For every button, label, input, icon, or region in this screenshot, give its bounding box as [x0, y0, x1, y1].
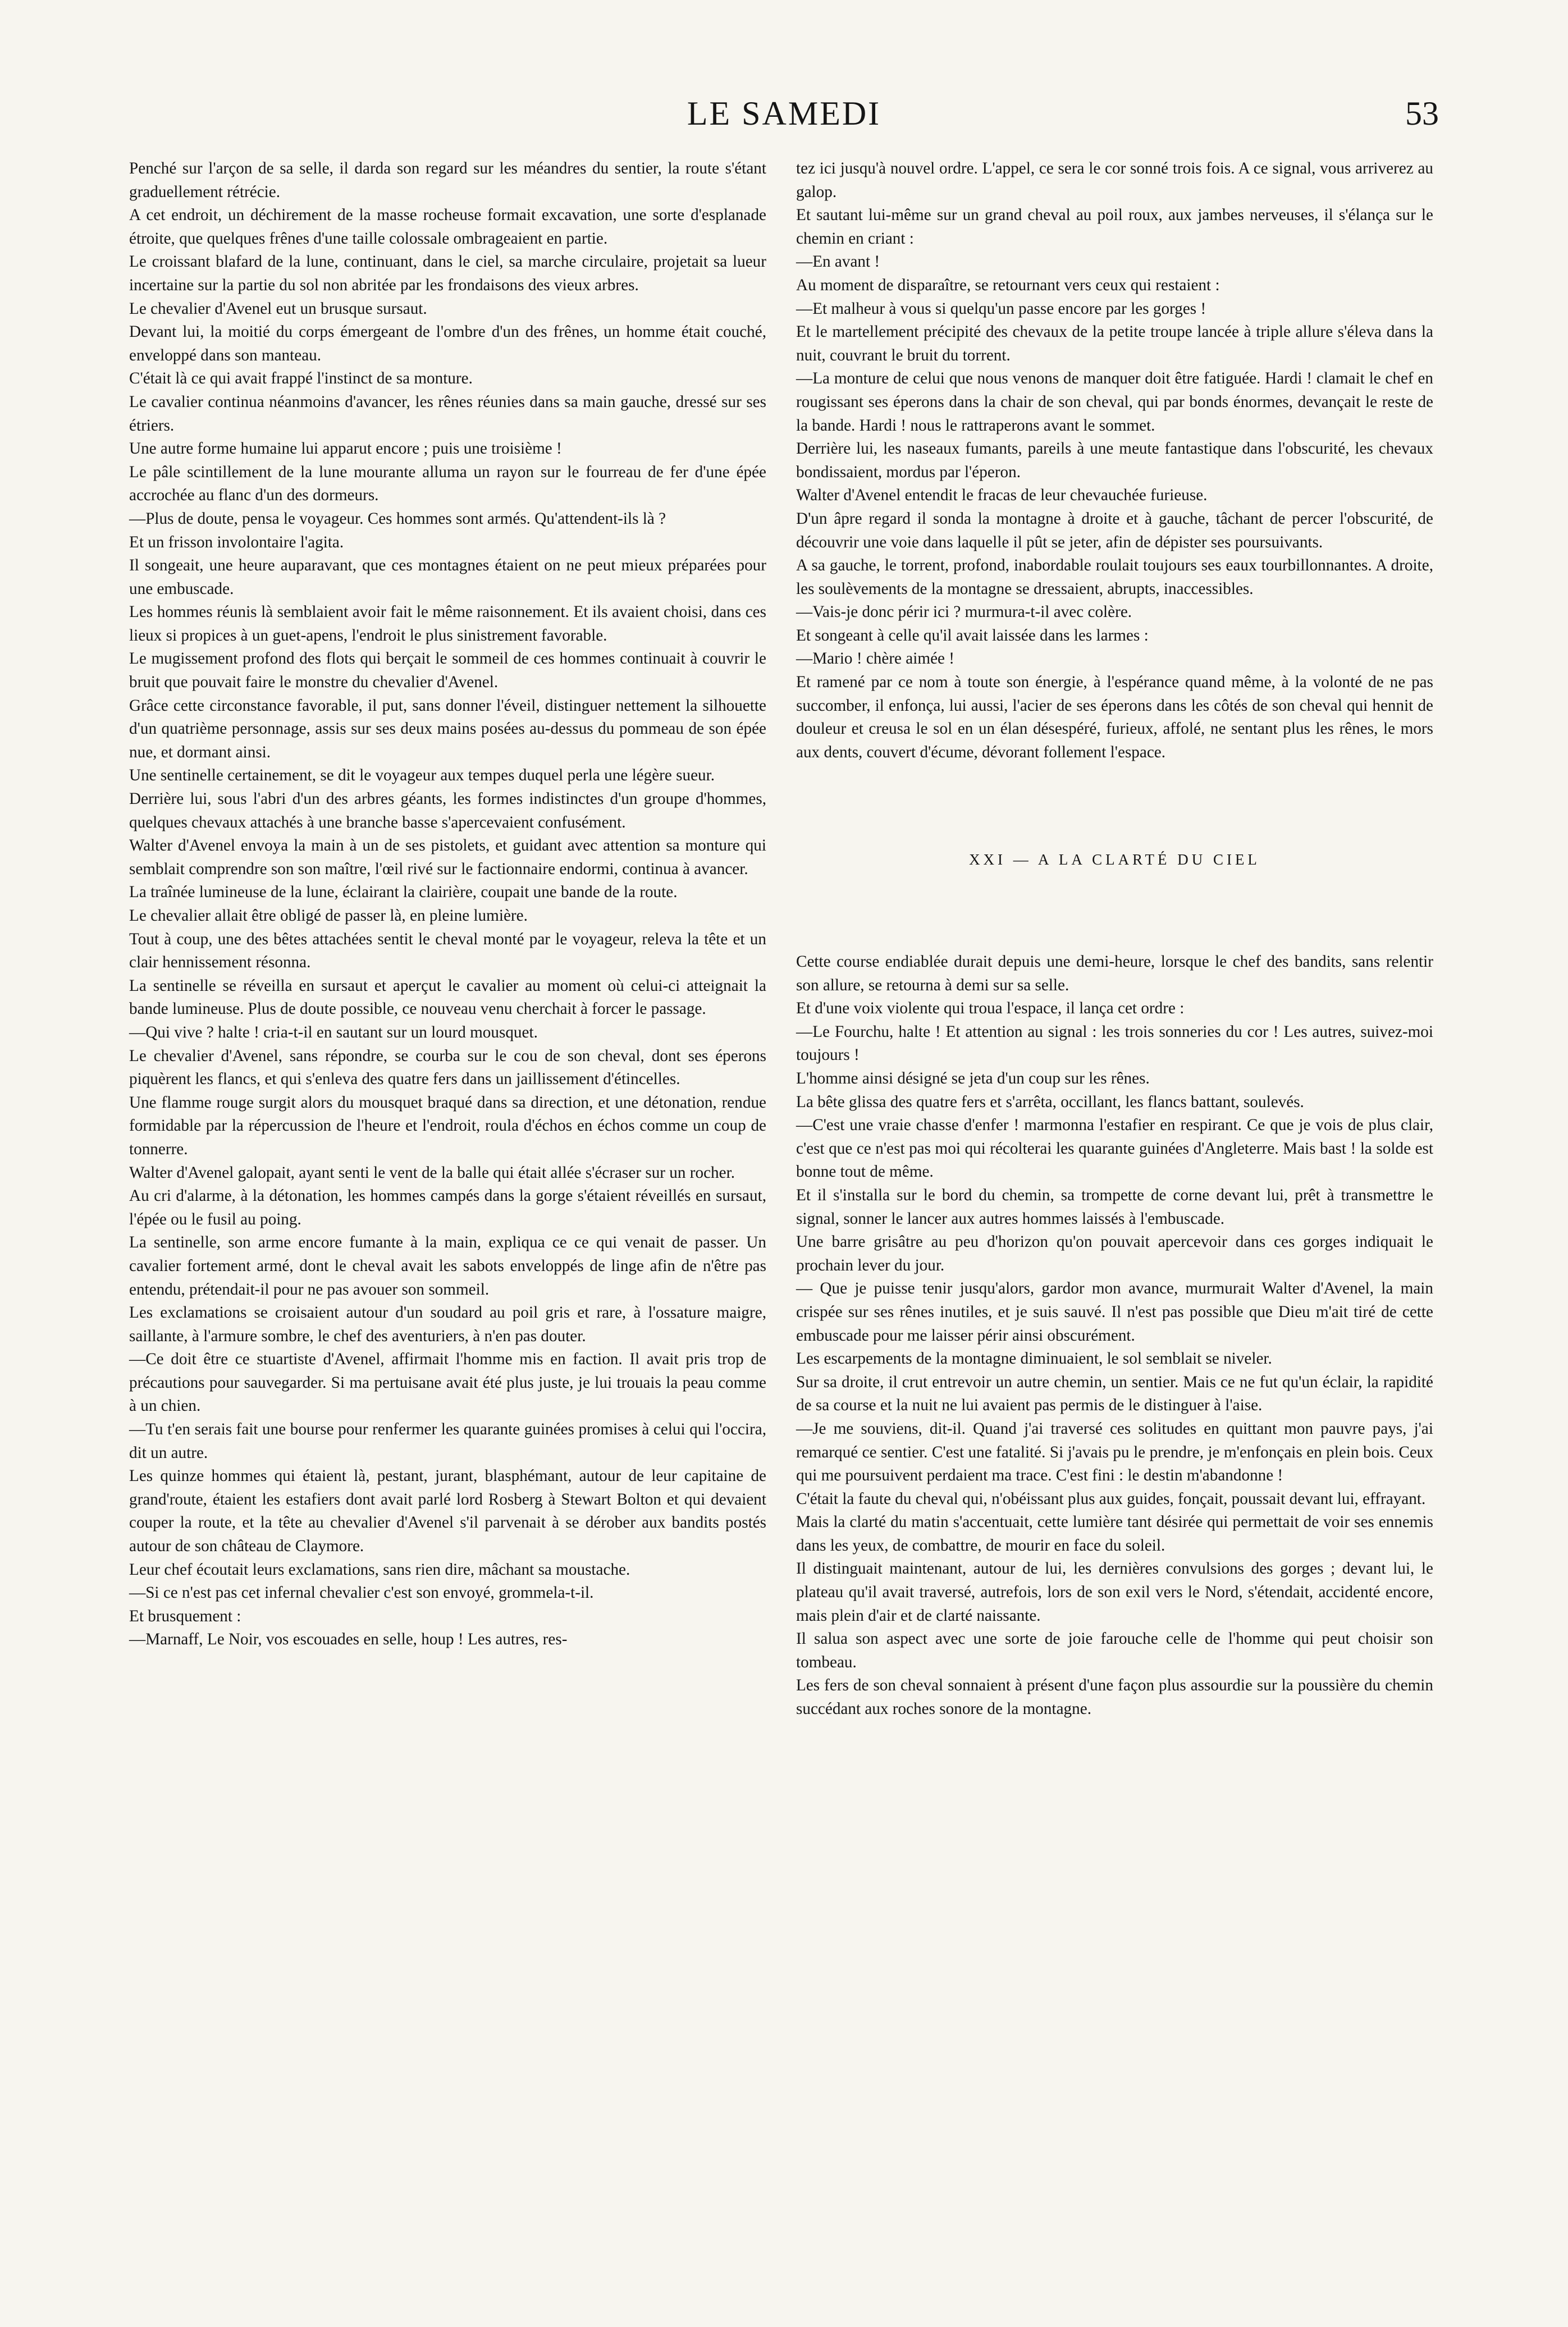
right-column-bottom-text: [796, 950, 1433, 1721]
paragraph: Une sentinelle certainement, se dit le voyageur aux tempes duquel perla une légère sueur.: [129, 766, 715, 785]
left-column: [129, 157, 766, 1652]
paragraph: —Qui vive ? halte ! cria-t-il en sautant sur un lourd mousquet.: [129, 1023, 538, 1041]
paragraph: Derrière lui, sous l'abri d'un des arbres géants, les formes indistinctes d'un groupe d'hommes, quelques chevaux attachés à une branche basse s'apercevaient confusément.: [129, 790, 766, 831]
paragraph: La sentinelle se réveilla en sursaut et aperçut le cavalier au moment où celui-ci atteignait la bande lumineuse. Plus de doute possible, ce nouveau venu cherchait à forcer le passage.: [129, 976, 766, 1018]
paragraph: Sur sa droite, il crut entrevoir un autre chemin, un sentier. Mais ce ne fut qu'un éclair, la rapidité de sa course et la nuit ne lui avaient pas permis de le distinguer à l'aise.: [796, 1373, 1433, 1415]
paragraph: Il salua son aspect avec une sorte de joie farouche celle de l'homme qui peut choisir son tombeau.: [796, 1630, 1433, 1671]
paragraph: Et sautant lui-même sur un grand cheval au poil roux, aux jambes nerveuses, il s'élança sur le chemin en criant :: [796, 206, 1433, 248]
paragraph: La bête glissa des quatre fers et s'arrêta, occillant, les flancs battant, soulevés.: [796, 1092, 1304, 1111]
paragraph: L'homme ainsi désigné se jeta d'un coup sur les rênes.: [796, 1069, 1150, 1087]
paragraph: A cet endroit, un déchirement de la masse rocheuse formait excavation, une sorte d'esplanade étroite, que quelques frênes d'une taille colossale ombrageaient en partie.: [129, 206, 766, 248]
paragraph: Walter d'Avenel entendit le fracas de leur chevauchée furieuse.: [796, 486, 1208, 505]
paragraph: —La monture de celui que nous venons de manquer doit être fatiguée. Hardi ! clamait le chef en rougissant ses éperons dans la chair de son cheval, qui par bonds énormes, devançait le reste de la bande. Hardi ! nous le rattraperons avant le sommet.: [796, 369, 1433, 435]
paragraph: Le mugissement profond des flots qui berçait le sommeil de ces hommes continuait à couvrir le bruit que pouvait faire le monstre du chevalier d'Avenel.: [129, 650, 766, 692]
paragraph: Au moment de disparaître, se retournant vers ceux qui restaient :: [796, 276, 1220, 294]
chapter-heading: XXI — A LA CLARTÉ DU CIEL: [969, 851, 1260, 868]
paragraph: —Ce doit être ce stuartiste d'Avenel, affirmait l'homme mis en faction. Il avait pris trop de précautions pour sauvegarder. Si ma pertuisane avait été plus juste, je lui trouais la peau comme à un chien.: [129, 1350, 766, 1415]
paragraph: —Si ce n'est pas cet infernal chevalier c'est son envoyé, grommela-t-il.: [129, 1584, 594, 1602]
paragraph: Il distinguait maintenant, autour de lui, les dernières convulsions des gorges ; devant lui, le plateau qu'il avait traversé, autrefois, lors de son exil vers le Nord, s'étendait, accidenté encore, mais plein d'air et de clarté naissante.: [796, 1560, 1433, 1625]
paragraph: D'un âpre regard il sonda la montagne à droite et à gauche, tâchant de percer l'obscurité, de découvrir une voie dans laquelle il pût se jeter, afin de dépister ses poursuivants.: [796, 509, 1433, 551]
paragraph: Les exclamations se croisaient autour d'un soudard au poil gris et rare, à l'ossature maigre, saillante, à l'armure sombre, le chef des aventuriers, à n'en pas douter.: [129, 1304, 766, 1345]
paragraph: Walter d'Avenel envoya la main à un de ses pistolets, et guidant avec attention sa monture qui semblait comprendre son son maître, l'œil rivé sur le factionnaire endormi, continua à avancer.: [129, 836, 766, 878]
paragraph: Et le martellement précipité des chevaux de la petite troupe lancée à triple allure s'éleva dans la nuit, couvrant le bruit du torrent.: [796, 323, 1433, 364]
paragraph: Les hommes réunis là semblaient avoir fait le même raisonnement. Et ils avaient choisi, dans ces lieux si propices à un guet-apens, l'endroit le plus sinistrement favorable.: [129, 603, 766, 644]
paragraph: Les escarpements de la montagne diminuaient, le sol semblait se niveler.: [796, 1350, 1272, 1368]
paragraph: Une barre grisâtre au peu d'horizon qu'on pouvait apercevoir dans ces gorges indiquait le prochain lever du jour.: [796, 1233, 1433, 1274]
paragraph: Le chevalier allait être obligé de passer là, en pleine lumière.: [129, 907, 528, 925]
paragraph: La sentinelle, son arme encore fumante à la main, expliqua ce ce qui venait de passer. Un cavalier fortement armé, dont le cheval avait les sabots enveloppés de linge afin de n'être pas entendu, prétendait-il pour ne pas avouer son sommeil.: [129, 1233, 766, 1299]
right-column: [796, 157, 1433, 1721]
right-column-top-text: [796, 157, 1433, 764]
paragraph: Et ramené par ce nom à toute son énergie, à l'espérance quand même, à la volonté de ne pas succomber, il enfonça, lui aussi, l'acier de ses éperons dans les côtés de son cheval qui hennit de douleur et creusa le sol en un élan désespéré, furieux, affolé, ne sentant plus les rênes, le mors aux dents, couvert d'écume, dévorant follement l'espace.: [796, 673, 1433, 761]
paragraph: tez ici jusqu'à nouvel ordre. L'appel, ce sera le cor sonné trois fois. A ce signal, vous arriverez au galop.: [796, 159, 1433, 201]
paragraph: Une flamme rouge surgit alors du mousquet braqué dans sa direction, et une détonation, rendue formidable par la répercussion de l'heure et l'endroit, roula d'échos en échos comme un coup de tonnerre.: [129, 1093, 766, 1158]
paragraph: Et il s'installa sur le bord du chemin, sa trompette de corne devant lui, prêt à transmettre le signal, sonner le lancer aux autres hommes laissés à l'embuscade.: [796, 1186, 1433, 1228]
paragraph: Derrière lui, les naseaux fumants, pareils à une meute fantastique dans l'obscurité, les chevaux bondissaient, mordus par l'éperon.: [796, 440, 1433, 481]
paragraph: — Que je puisse tenir jusqu'alors, gardor mon avance, murmurait Walter d'Avenel, la main crispée sur ses rênes inutiles, et je suis sauvé. Il n'est pas possible que Dieu m'ait tiré de cette embuscade pour me laisser périr ainsi obscurément.: [796, 1279, 1433, 1345]
paragraph: Le pâle scintillement de la lune mourante alluma un rayon sur le fourreau de fer d'une épée accrochée au flanc d'un des dormeurs.: [129, 463, 766, 505]
paragraph: —Et malheur à vous si quelqu'un passe encore par les gorges !: [796, 299, 1206, 318]
paragraph: —Plus de doute, pensa le voyageur. Ces hommes sont armés. Qu'attendent-ils là ?: [129, 509, 666, 528]
paragraph: Leur chef écoutait leurs exclamations, sans rien dire, mâchant sa moustache.: [129, 1560, 630, 1579]
paragraph: Walter d'Avenel galopait, ayant senti le vent de la balle qui était allée s'écraser sur un rocher.: [129, 1163, 735, 1182]
paragraph: Une autre forme humaine lui apparut encore ; puis une troisième !: [129, 440, 562, 458]
paragraph: —C'est une vraie chasse d'enfer ! marmonna l'estafier en respirant. Ce que je vois de plus clair, c'est que ce n'est pas moi qui récolterai les quarante guinées d'Angleterre. Mais bast ! la solde est bonne tout de même.: [796, 1116, 1433, 1181]
paragraph: Au cri d'alarme, à la détonation, les hommes campés dans la gorge s'étaient réveillés en sursaut, l'épée ou le fusil au poing.: [129, 1187, 766, 1228]
paragraph: Et brusquement :: [129, 1607, 241, 1625]
paragraph: Et d'une voix violente qui troua l'espace, il lança cet ordre :: [796, 999, 1185, 1018]
paragraph: Et un frisson involontaire l'agita.: [129, 533, 344, 551]
paragraph: Devant lui, la moitié du corps émergeant de l'ombre d'un des frênes, un homme était couché, enveloppé dans son manteau.: [129, 323, 766, 364]
paragraph: —Je me souviens, dit-il. Quand j'ai traversé ces solitudes en quittant mon pauvre pays, j'ai remarqué ce sentier. C'est une fatalité. Si j'avais pu le prendre, je m'enfonçais en plein bois. Ceux qui me poursuivent perdaient ma trace. C'est fini : le destin m'abandonne !: [796, 1419, 1433, 1485]
page-header: [129, 94, 1439, 139]
paragraph: Les fers de son cheval sonnaient à présent d'une façon plus assourdie sur la poussière du chemin succédant aux roches sonore de la montagne.: [796, 1676, 1433, 1718]
paragraph: C'était la faute du cheval qui, n'obéissant plus aux guides, fonçait, poussait devant lui, effrayant.: [796, 1489, 1426, 1508]
paragraph: Le cavalier continua néanmoins d'avancer, les rênes réunies dans sa main gauche, dressé sur ses étriers.: [129, 392, 766, 435]
page-number: 53: [1405, 95, 1439, 132]
paragraph: Penché sur l'arçon de sa selle, il darda son regard sur les méandres du sentier, la route s'étant graduellement rétrécie.: [129, 159, 766, 201]
paragraph: Le chevalier d'Avenel eut un brusque sursaut.: [129, 299, 427, 318]
paragraph: —Le Fourchu, halte ! Et attention au signal : les trois sonneries du cor ! Les autres, suivez-moi toujours !: [796, 1022, 1433, 1064]
paragraph: Il songeait, une heure auparavant, que ces montagnes étaient on ne peut mieux préparées pour une embuscade.: [129, 556, 766, 598]
paragraph: Cette course endiablée durait depuis une demi-heure, lorsque le chef des bandits, sans relentir son allure, se retourna à demi sur sa selle.: [796, 953, 1433, 994]
paragraph: A sa gauche, le torrent, profond, inabordable roulait toujours ses eaux tourbillonnantes. A droite, les soulèvements de la montagne se dressaient, abrupts, inaccessibles.: [796, 556, 1433, 598]
paragraph: Le croissant blafard de la lune, continuant, dans le ciel, sa marche circulaire, projetait sa lueur incertaine sur la partie du sol non abritée par les frondaisons des vieux arbres.: [129, 253, 766, 294]
paragraph: Tout à coup, une des bêtes attachées sentit le cheval monté par le voyageur, releva la tête et un clair hennissement résonna.: [129, 930, 766, 972]
paragraph: —Marnaff, Le Noir, vos escouades en selle, houp ! Les autres, res-: [129, 1630, 568, 1649]
paragraph: —Tu t'en serais fait une bourse pour renfermer les quarante guinées promises à celui qui l'occira, dit un autre.: [129, 1420, 766, 1462]
paragraph: —Vais-je donc périr ici ? murmura-t-il avec colère.: [796, 603, 1132, 621]
paragraph: La traînée lumineuse de la lune, éclairant la clairière, coupait une bande de la route.: [129, 883, 678, 902]
paragraph: Le chevalier d'Avenel, sans répondre, se courba sur le cou de son cheval, dont ses éperons piquèrent les flancs, et qui s'enleva des quatre fers dans un jaillissement d'étincelles.: [129, 1046, 766, 1089]
running-title: LE SAMEDI: [687, 95, 881, 132]
paragraph: Et songeant à celle qu'il avait laissée dans les larmes :: [796, 626, 1149, 644]
paragraph: Mais la clarté du matin s'accentuait, cette lumière tant désirée qui permettait de voir ses ennemis dans les yeux, de combattre, de mourir en face du soleil.: [796, 1513, 1433, 1555]
paragraph: Les quinze hommes qui étaient là, pestant, jurant, blasphémant, autour de leur capitaine de grand'route, étaient les estafiers dont avait parlé lord Rosberg à Stewart Bolton et qui devaient couper la route, et la tête au chevalier d'Avenel s'il parvenait à se dérober aux bandits postés autour de son château de Claymore.: [129, 1467, 766, 1556]
paragraph: —Mario ! chère aimée !: [796, 650, 954, 668]
paragraph: C'était là ce qui avait frappé l'instinct de sa monture.: [129, 369, 473, 388]
paragraph: —En avant !: [796, 253, 880, 271]
paragraph: Grâce cette circonstance favorable, il put, sans donner l'éveil, distinguer nettement la silhouette d'un quatrième personnage, assis sur ses deux mains posées au-dessus du pommeau de son épée nue, et dormant ainsi.: [129, 696, 766, 761]
